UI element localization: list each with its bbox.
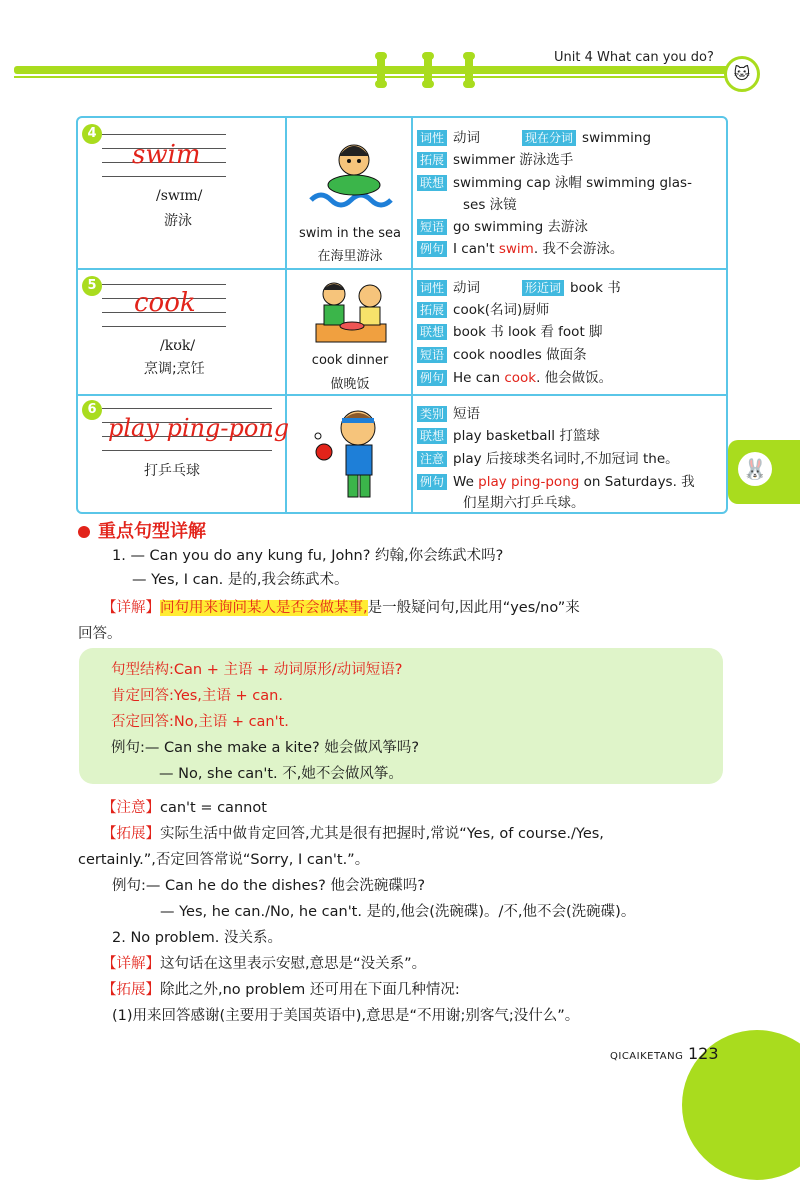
info-line: 注意 play 后接球类名词时,不加冠词 the。: [417, 447, 679, 467]
phonetic: /kʊk/: [160, 338, 196, 354]
column-divider: [285, 118, 287, 512]
info-line: 词性 动词 现在分词 swimming: [417, 126, 651, 146]
caption-cn: 在海里游泳: [317, 249, 383, 264]
sentence-2: 2. No problem. 没关系。: [112, 930, 282, 946]
unit-title: Unit 4 What can you do?: [554, 50, 714, 65]
headword: cook: [134, 288, 196, 318]
detail-2: 【详解】这句话在这里表示安慰,意思是“没关系”。: [102, 956, 427, 972]
entry-number: 4: [82, 124, 102, 144]
extension-2-item: (1)用来回答感谢(主要用于美国英语中),意思是“不用谢;别客气;没什么”。: [112, 1008, 580, 1024]
swimming-boy-illustration: [306, 130, 396, 220]
meaning: 打乒乓球: [144, 463, 200, 479]
bunny-icon: 🐰: [738, 452, 772, 486]
info-line: 词性 动词 形近词 book 书: [417, 276, 621, 296]
info-line: 拓展 cook(名词)厨师: [417, 298, 549, 318]
header-rule-thin: [14, 76, 740, 78]
section-title: 重点句型详解: [78, 517, 206, 543]
bullet-icon: [78, 526, 90, 538]
entry-number: 6: [82, 400, 102, 420]
phonetic: /swɪm/: [156, 188, 203, 204]
structure-line: 句型结构:Can + 主语 + 动词原形/动词短语?: [111, 662, 403, 678]
page-number: 123: [688, 1044, 719, 1063]
caption-en: cook dinner: [311, 353, 389, 368]
caption-en: swim in the sea: [298, 226, 401, 241]
negative-answer: 否定回答:No,主语 + can't.: [111, 714, 289, 730]
cooking-kids-illustration: [308, 276, 394, 348]
example-question: 例句:— Can she make a kite? 她会做风筝吗?: [111, 740, 420, 756]
info-line: 例句 He can cook. 他会做饭。: [417, 366, 612, 386]
info-line: 短语 cook noodles 做面条: [417, 343, 587, 363]
cartoon-icon: 🐱: [724, 56, 760, 92]
positive-answer: 肯定回答:Yes,主语 + can.: [111, 688, 283, 704]
structure-box: [79, 648, 723, 784]
headword: play ping-pong: [108, 414, 290, 442]
row-divider: [78, 394, 726, 396]
row-divider: [78, 268, 726, 270]
meaning: 烹调;烹饪: [144, 361, 205, 377]
detail-paragraph: 【详解】问句用来询问某人是否会做某事,是一般疑问句,因此用“yes/no”来: [102, 600, 580, 616]
sentence-1-answer: — Yes, I can. 是的,我会练武术。: [132, 572, 349, 588]
detail-paragraph-cont: 回答。: [78, 626, 122, 642]
info-line: 短语 go swimming 去游泳: [417, 215, 588, 235]
info-line: ses 泳镜: [463, 197, 517, 213]
note-line: 【注意】can't = cannot: [102, 800, 267, 816]
info-line: 例句 We play ping-pong on Saturdays. 我: [417, 470, 695, 490]
example-answer: — No, she can't. 不,她不会做风筝。: [159, 766, 403, 782]
info-line: 联想 book 书 look 看 foot 脚: [417, 320, 603, 340]
example-answer-2: — Yes, he can./No, he can't. 是的,他会(洗碗碟)。/不,他不会(洗碗碟)。: [160, 904, 636, 920]
ping-pong-boy-illustration: [312, 402, 400, 504]
example-question-2: 例句:— Can he do the dishes? 他会洗碗碟吗?: [112, 878, 426, 894]
meaning: 游泳: [164, 213, 192, 229]
sentence-1-question: 1. — Can you do any kung fu, John? 约翰,你会练武术吗?: [112, 548, 504, 564]
brand-text: QICAIKETANG: [610, 1051, 684, 1062]
info-line: 联想 play basketball 打篮球: [417, 424, 600, 444]
entry-number: 5: [82, 276, 102, 296]
info-line: 们星期六打乒乓球。: [463, 495, 585, 511]
vocab-table: [76, 116, 728, 514]
info-line: 拓展 swimmer 游泳选手: [417, 148, 573, 168]
extension-line-cont: certainly.”,否定回答常说“Sorry, I can't.”。: [78, 852, 370, 868]
column-divider: [411, 118, 413, 512]
extension-2: 【拓展】除此之外,no problem 还可用在下面几种情况:: [102, 982, 460, 998]
info-line: 联想 swimming cap 泳帽 swimming glas-: [417, 171, 692, 191]
info-line: 类别 短语: [417, 402, 480, 422]
headword: swim: [132, 140, 201, 170]
info-line: 例句 I can't swim. 我不会游泳。: [417, 237, 623, 257]
header-rule: [14, 66, 740, 74]
caption-cn: 做晚饭: [330, 377, 370, 392]
extension-line: 【拓展】实际生活中做肯定回答,尤其是很有把握时,常说“Yes, of course./Yes,: [102, 826, 604, 842]
